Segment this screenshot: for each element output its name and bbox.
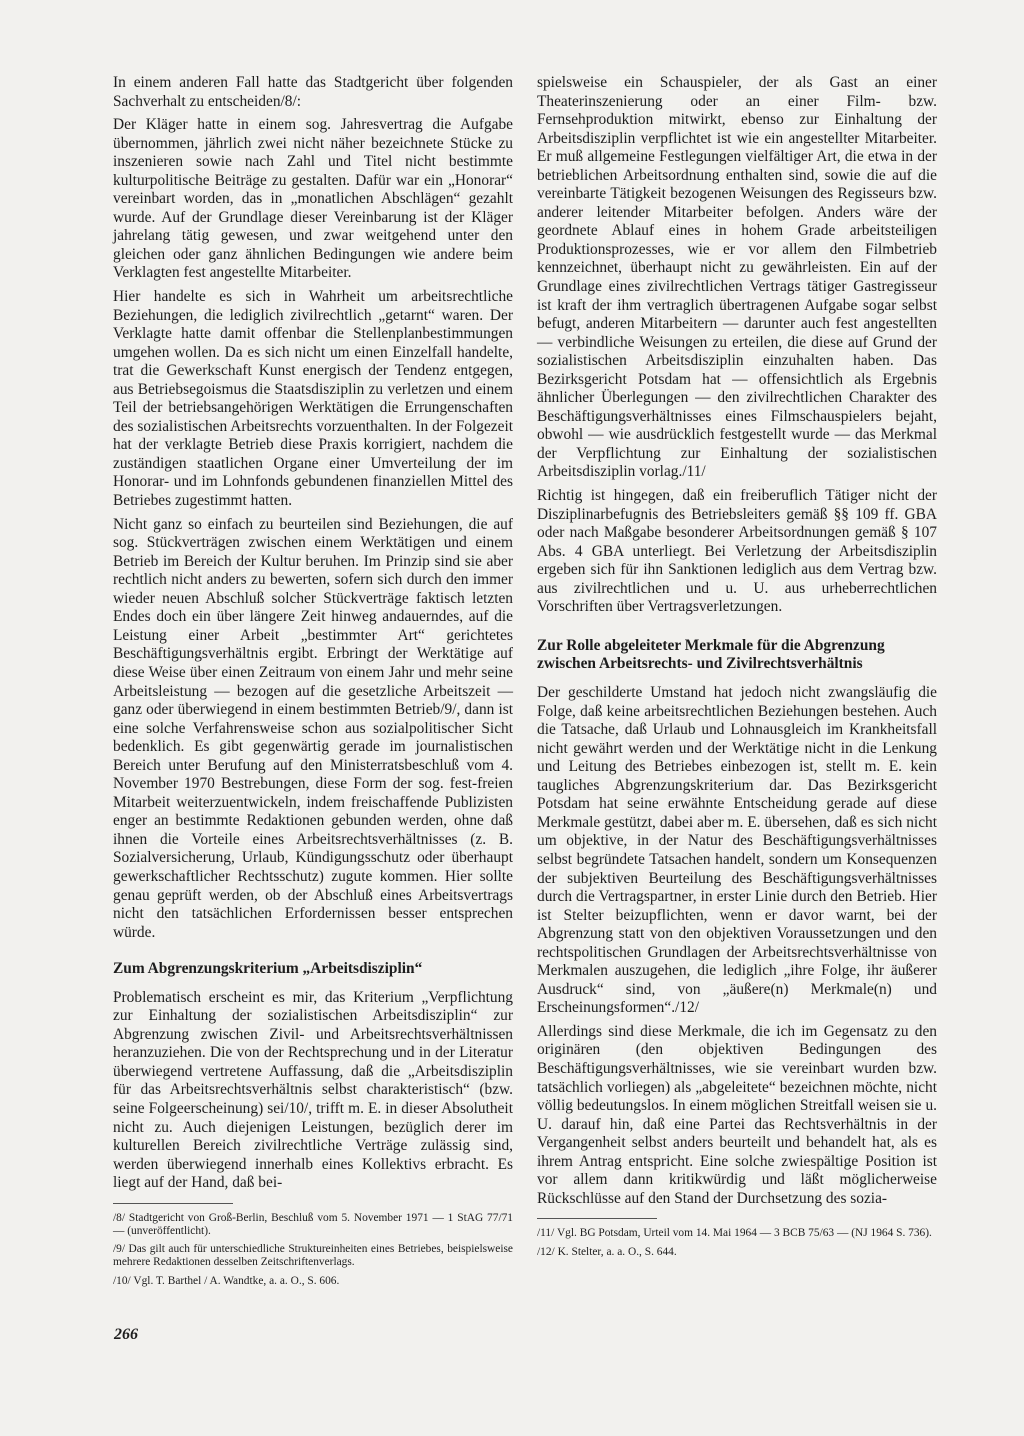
paragraph: Nicht ganz so einfach zu beurteilen sind Beziehungen, die auf sog. Stückverträgen zwischen einem Werktätigen und einem Betrieb im Bereich der Kultur beruhen. Im Prinzip sind sie aber rechtlich nicht anders zu bewerten, sofern sich durch den immer wieder neuen Abschluß solcher Stückverträge faktisch letzten Endes doch ein über längere Zeit hinweg andauerndes, auf die Leistung einer Arbeit „bestimmter Art“ gerichtetes Beschäftigungsverhältnis ergibt. Erbringt der Werktätige auf diese Weise über einen Zeitraum von einem Jahr und mehr seine Arbeitsleistung — bezogen auf die gesetzliche Arbeitszeit — ganz oder überwiegend in einem bestimmten Betrieb/9/, dann ist eine solche Verfahrensweise schon aus sozialpolitischer Sicht bedenklich. Es gibt gegenwärtig gerade im journalistischen Bereich unter Berufung auf den Ministerratsbeschluß vom 4. November 1970 Bestrebungen, diese Form der sog. fest-freien Mitarbeit weiterzuentwickeln, indem freischaffende Publizisten enger an bestimmte Redaktionen gebunden werden, ohne daß ihnen die Vorteile eines Arbeitsrechtsverhältnisses (z. B. Sozialversicherung, Urlaub, Kündigungsschutz oder überhaupt gewerkschaftlicher Rechtsschutz) zugute kommen. Hier sollte genau geprüft werden, ob der Abschluß eines Arbeitsvertrags nicht den tatsächlichen Erfordernissen besser entsprechen würde. (113, 515, 513, 941)
paragraph: Der Kläger hatte in einem sog. Jahresvertrag die Aufgabe übernommen, jährlich zwei nicht näher bezeichnete Stücke zu inszenieren sowie nach Zahl und Titel nicht bestimmte kulturpolitische Beiträge zu gestalten. Dafür war ein „Honorar“ vereinbart worden, das in „monatlichen Abschlägen“ gezahlt wurde. Auf der Grundlage dieser Vereinbarung ist der Kläger jahrelang tätig gewesen, und zwar weitgehend unter den gleichen oder ganz ähnlichen Bedingungen wie andere beim Verklagten fest angestellte Mitarbeiter. (113, 116, 513, 282)
footnote: /12/ K. Stelter, a. a. O., S. 644. (537, 1245, 677, 1258)
footnote: /10/ Vgl. T. Barthel / A. Wandtke, a. a. O., S. 606. (113, 1274, 340, 1287)
section-heading: Zur Rolle abgeleiteter Merkmale für die Abgrenzung zwischen Arbeitsrechts- und Zivilrechtsverhältnis (537, 636, 885, 673)
footnote: /11/ Vgl. BG Potsdam, Urteil vom 14. Mai 1964 — 3 BCB 75/63 — (NJ 1964 S. 736). (537, 1227, 932, 1240)
page-number: 266 (114, 1326, 138, 1343)
footnote: /8/ Stadtgericht von Groß-Berlin, Beschluß vom 5. November 1971 — 1 StAG 77/71 — (unveröffentlicht). (113, 1211, 513, 1237)
paragraph: Der geschilderte Umstand hat jedoch nicht zwangsläufig die Folge, daß keine arbeitsrechtlichen Beziehungen bestehen. Auch die Tatsache, daß Urlaub und Lohnausgleich im Krankheitsfall nicht gewährt werden und der Werktätige nicht in die Lenkung und Leitung des Betriebes einbezogen ist, stellt m. E. kein taugliches Abgrenzungskriterium dar. Das Bezirksgericht Potsdam hat seine erwähnte Entscheidung gerade auf diese Merkmale gestützt, dabei aber m. E. übersehen, daß es sich nicht um objektive, in der Natur des Beschäftigungsverhältnisses selbst begründete Tatsachen handelt, sondern um Konsequenzen der subjektiven Beurteilung des Beschäftigungsverhältnisses durch die Vertragspartner, in erster Linie durch den Betrieb. Hier ist Stelter beizupflichten, wenn er davor warnt, bei der Abgrenzung statt von den objektiven Voraussetzungen und den rechtspolitischen Grundlagen der Arbeitsrechtsverhältnisse von Merkmalen auszugehen, die lediglich „ihre Folge, ihr äußerer Ausdruck“ sind, von „äußere(n) Merkmale(n) und Erscheinungsformen“./12/ (537, 684, 937, 1017)
paragraph: Problematisch erscheint es mir, das Kriterium „Verpflichtung zur Einhaltung der sozialistischen Arbeitsdisziplin“ zur Abgrenzung zwischen Zivil- und Arbeitsrechtsverhältnissen heranzuziehen. Die von der Rechtsprechung und in der Literatur überwiegend vertretene Auffassung, daß die „Arbeitsdisziplin für das Arbeitsrechtsverhältnis selbst charakteristisch“ (bzw. seine Folgeerscheinung) sei/10/, trifft m. E. in dieser Absolutheit nicht zu. Auch diejenigen Leistungen, bezüglich derer im kulturellen Bereich zivilrechtliche Verträge zulässig sind, werden überwiegend innerhalb eines Kollektivs erbracht. Es liegt auf der Hand, daß bei- (113, 988, 513, 1192)
paragraph: Richtig ist hingegen, daß ein freiberuflich Tätiger nicht der Disziplinarbefugnis des Betriebsleiters gemäß §§ 109 ff. GBA oder nach Maßgabe besonderer Arbeitsordnungen gemäß § 107 Abs. 4 GBA unterliegt. Bei Verletzung der Arbeitsdisziplin ergeben sich für ihn Sanktionen lediglich aus dem Vertrag bzw. aus zivilrechtlichen und u. U. aus urheberrechtlichen Vorschriften über Vertragsverletzungen. (537, 487, 937, 616)
paragraph: Hier handelte es sich in Wahrheit um arbeitsrechtliche Beziehungen, die lediglich zivilrechtlich „getarnt“ waren. Der Verklagte hatte damit offenbar die Stellenplanbestimmungen umgehen wollen. Da es sich nicht um einen Einzelfall handelte, trat die Gewerkschaft Kunst energisch der Tendenz entgegen, aus Betriebsegoismus die Staatsdisziplin zu verletzen und einem Teil der betriebsangehörigen Werktätigen die Errungenschaften des sozialistischen Arbeitsrechts vorzuenthalten. In der Folgezeit hat der verklagte Betrieb diese Praxis korrigiert, nachdem die zuständigen staatlichen Organe einer Umverteilung der im Honorar- und im Lohnfonds gebundenen finanziellen Mittel des Betriebes zugestimmt hatten. (113, 288, 513, 510)
paragraph: In einem anderen Fall hatte das Stadtgericht über folgenden Sachverhalt zu entscheiden/8/: (113, 74, 513, 110)
footnote-divider (537, 1218, 657, 1219)
section-heading: Zum Abgrenzungskriterium „Arbeitsdisziplin“ (113, 960, 423, 978)
left-column (113, 74, 513, 1293)
footnote: /9/ Das gilt auch für unterschiedliche Struktureinheiten eines Betriebes, beispielsweise mehrere Redaktionen desselben Zeitschriftenverlags. (113, 1243, 513, 1269)
footnote-divider (113, 1203, 233, 1204)
paragraph: Allerdings sind diese Merkmale, die ich im Gegensatz zu den originären (den objektiven Bedingungen des Beschäftigungsverhältnisses, wie sie vereinbart wurden bzw. tatsächlich vorliegen) als „abgeleitete“ bezeichnen möchte, nicht völlig bedeutungslos. In einem möglichen Streitfall weisen sie u. U. darauf hin, daß eine Partei das Rechtsverhältnis in der Vergangenheit selbst anders beurteilt und behandelt hat, als es ihrem Antrag entspricht. Eine solche zwiespältige Position ist vor allem dann kritikwürdig und läßt möglicherweise Rückschlüsse auf den Stand der Durchsetzung des sozia- (537, 1022, 937, 1207)
paragraph: spielsweise ein Schauspieler, der als Gast an einer Theaterinszenierung oder an einer Film- bzw. Fernsehproduktion mitwirkt, ebenso zur Einhaltung der Arbeitsdisziplin verpflichtet ist wie ein angestellter Mitarbeiter. Er muß allgemeine Festlegungen vielfältiger Art, die etwa in der betrieblichen Arbeitsordnung enthalten sind, sowie die auf die vereinbarte Tätigkeit bezogenen Weisungen des Regisseurs bzw. anderer leitender Mitarbeiter befolgen. Anders wäre der geordnete Ablauf eines in hohem Grade arbeitsteiligen Produktionsprozesses, wie er vor allem den Filmbetrieb kennzeichnet, überhaupt nicht zu gewährleisten. Ein auf der Grundlage eines zivilrechtlichen Vertrags tätiger Gastregisseur ist kraft der ihm vertraglich übertragenen Aufgabe sogar selbst befugt, anderen Mitarbeitern — darunter auch fest angestellten — verbindliche Weisungen zu erteilen, die diese auf Grund der sozialistischen Arbeitsdisziplin einzuhalten haben. Das Bezirksgericht Potsdam hat — offensichtlich als Ergebnis ähnlicher Überlegungen — den zivilrechtlichen Charakter des Beschäftigungsverhältnisses eines Filmschauspielers bejaht, obwohl — wie ausdrücklich festgestellt wurde — das Merkmal der Verpflichtung zur Einhaltung der sozialistischen Arbeitsdisziplin vorlag./11/ (537, 74, 937, 481)
right-column (537, 74, 937, 1264)
